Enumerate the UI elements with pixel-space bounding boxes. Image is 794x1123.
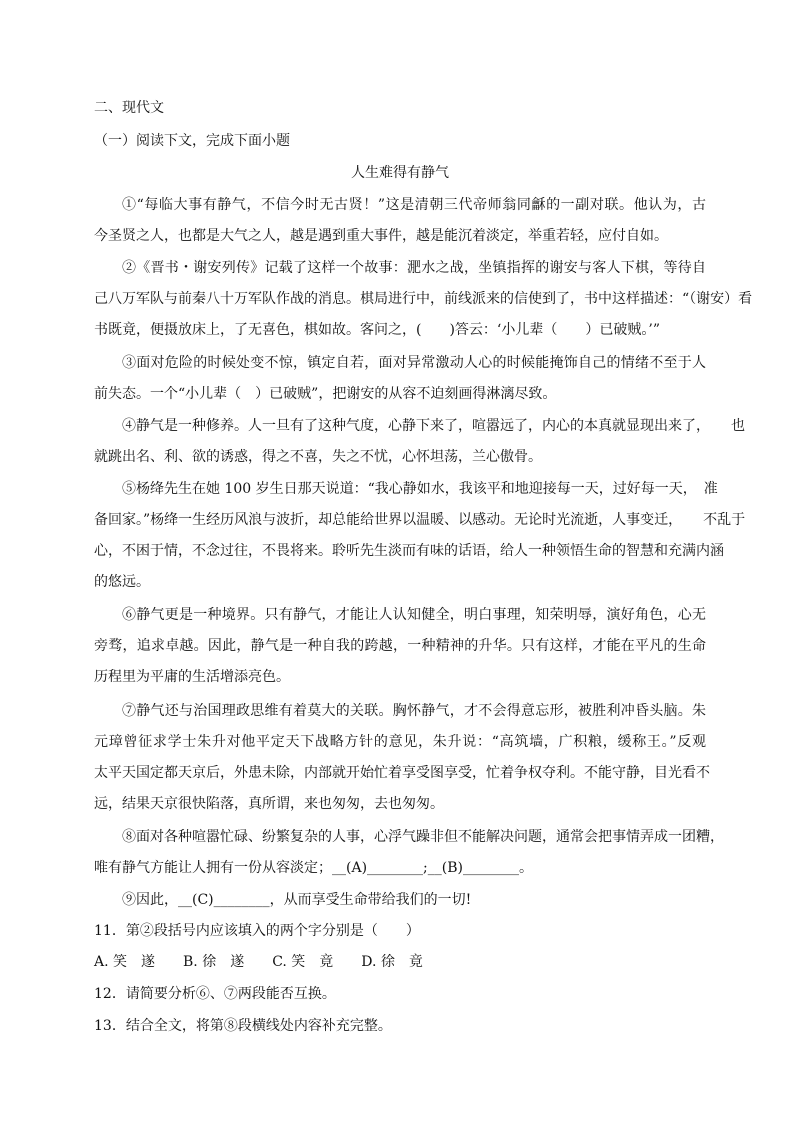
paragraph-5-line-4: 的悠远。: [94, 574, 150, 590]
subsection-heading: （一）阅读下文，完成下面小题: [94, 133, 290, 149]
question-13: 13．结合全文，将第⑧段横线处内容补充完整。: [94, 1018, 392, 1034]
paragraph-6-line-2: 旁骛，追求卓越。因此，静气是一种自我的跨越，一种精神的升华。只有这样，才能在平凡的生命: [94, 638, 706, 654]
paragraph-6-line-1: ⑥静气更是一种境界。只有静气，才能让人认知健全，明白事理，知荣明辱，演好角色，心无: [122, 607, 706, 623]
paragraph-4-line-1: ④静气是一种修养。人一旦有了这种气度，心静下来了，喧嚣远了，内心的本真就显现出来了， 也: [122, 418, 745, 434]
paragraph-7-line-3: 太平天国定都天京后，外患未除，内部就开始忙着享受图享受，忙着争权夺利。不能守静，目光看不: [94, 765, 710, 781]
question-11: 11．第②段括号内应该填入的两个字分别是（ ）: [94, 923, 420, 939]
question-11-options: A. 笑 遂 B. 徐 遂 C. 笑 竟 D. 徐 竟: [94, 954, 423, 970]
paragraph-8-line-2: 唯有静气方能让人拥有一份从容淡定；__(A)________;__(B)________。: [94, 860, 533, 876]
article-title: 人生难得有静气: [351, 165, 449, 181]
paragraph-4-line-2: 就跳出名、利、欲的诱惑，得之不喜，失之不忧，心怀坦荡，兰心傲骨。: [94, 449, 542, 465]
paragraph-7-line-4: 远，结果天京很快陷落，真所谓，来也匆匆，去也匆匆。: [94, 796, 444, 812]
paragraph-2-line-1: ②《晋书・谢安列传》记载了这样一个故事：淝水之战，坐镇指挥的谢安与客人下棋，等待自: [122, 260, 706, 276]
paragraph-8-line-1: ⑧面对各种喧嚣忙碌、纷繁复杂的人事，心浮气躁非但不能解决问题，通常会把事情弄成一团糟，: [122, 829, 724, 845]
paragraph-1-line-2: 今圣贤之人，也都是大气之人，越是遇到重大事件，越是能沉着淡定，举重若轻，应付自如。: [94, 228, 668, 244]
paragraph-9-line-1: ⑨因此，__(C)________，从而享受生命带给我们的一切!: [122, 892, 472, 908]
paragraph-7-line-2: 元璋曾征求学士朱升对他平定天下战略方针的意见，朱升说：“高筑墙，广积粮，缓称王。”反观: [94, 734, 706, 750]
paragraph-3-line-1: ③面对危险的时候处变不惊，镇定自若，面对异常激动人心的时候能掩饰自己的情绪不至于人: [122, 355, 706, 371]
paragraph-5-line-2: 备回家。”杨绛一生经历风浪与波折，却总能给世界以温暖、以感动。无论时光流逝，人事变迁， 不乱于: [94, 512, 746, 528]
question-12: 12．请简要分析⑥、⑦两段能否互换。: [94, 986, 336, 1002]
section-heading: 二、现代文: [94, 100, 164, 116]
paragraph-5-line-1: ⑤杨绛先生在她 100 岁生日那天说道：“我心静如水，我该平和地迎接每一天，过好每一天， 准: [122, 481, 718, 497]
paragraph-7-line-1: ⑦静气还与治国理政思维有着莫大的关联。胸怀静气，才不会得意忘形，被胜利冲昏头脑。朱: [122, 703, 706, 719]
paragraph-2-line-2: 己八万军队与前秦八十万军队作战的消息。棋局进行中，前线派来的信使到了，书中这样描述：“（谢安）看: [94, 291, 753, 307]
paragraph-6-line-3: 历程里为平庸的生活增添亮色。: [94, 669, 290, 685]
paragraph-5-line-3: 心，不困于情，不念过往，不畏将来。聆听先生淡而有味的话语，给人一种领悟生命的智慧和充满内涵: [94, 543, 724, 559]
paragraph-3-line-2: 前失态。一个“小儿辈（ ）已破贼”，把谢安的从容不迫刻画得淋漓尽致。: [94, 386, 557, 402]
paragraph-2-line-3: 书既竟，便摄放床上，了无喜色，棋如故。客问之，( )答云：‘小儿辈（ ）已破贼。’”: [94, 322, 660, 338]
paragraph-1-line-1: ①“每临大事有静气，不信今时无古贤！”这是清朝三代帝师翁同龢的一副对联。他认为，古: [122, 197, 706, 213]
